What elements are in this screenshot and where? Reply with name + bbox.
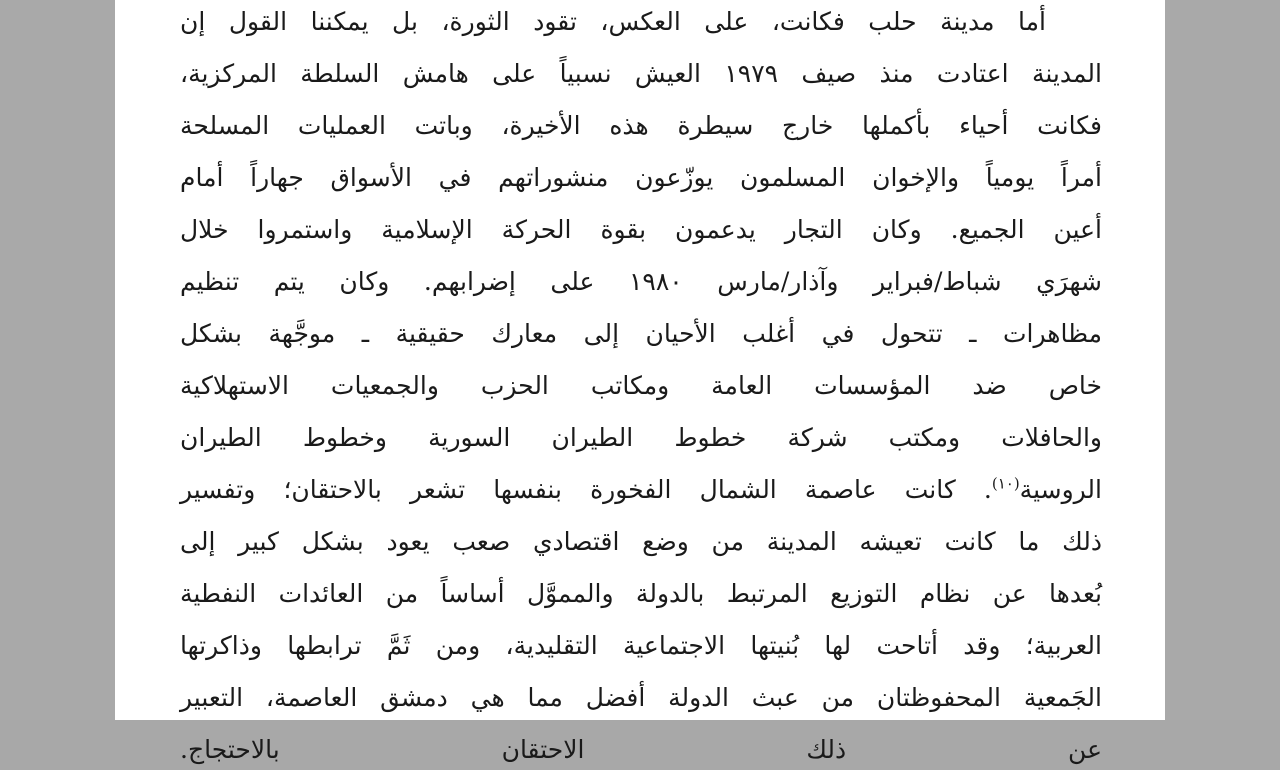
text-line: أعين الجميع. وكان التجار يدعمون بقوة الحركة الإسلامية واستمروا خلال — [180, 215, 1102, 244]
text-line: الجَمعية المحفوظتان من عبث الدولة أفضل مما هي دمشق العاصمة، التعبير — [180, 683, 1102, 712]
document-page[interactable] — [115, 0, 1165, 764]
text-line: أمراً يومياً والإخوان المسلمون يوزّعون منشوراتهم في الأسواق جهاراً أمام — [180, 163, 1102, 192]
text-line-partial: عن ذلك الاحتقان بالاحتجاج. — [180, 735, 1102, 764]
text-line: ذلك ما كانت تعيشه المدينة من وضع اقتصادي صعب يعود بشكل كبير إلى — [180, 527, 1102, 556]
text-line: أما مدينة حلب فكانت، على العكس، تقود الثورة، بل يمكننا القول إن — [180, 7, 1046, 36]
text-line-with-footnote — [180, 470, 1102, 522]
text-line: فكانت أحياء بأكملها خارج سيطرة هذه الأخيرة، وباتت العمليات المسلحة — [180, 111, 1102, 140]
text-line: بُعدها عن نظام التوزيع المرتبط بالدولة والمموَّل أساساً من العائدات النفطية — [180, 579, 1102, 608]
text-segment: الروسية — [1019, 475, 1102, 504]
text-segment: . كانت عاصمة الشمال الفخورة بنفسها تشعر بالاحتقان؛ وتفسير — [180, 475, 992, 504]
text-line: العربية؛ وقد أتاحت لها بُنيتها الاجتماعية التقليدية، ومن ثَمَّ ترابطها وذاكرتها — [180, 631, 1102, 660]
page-text — [180, 2, 1103, 764]
text-line: شهرَي شباط/فبراير وآذار/مارس ١٩٨٠ على إضرابهم. وكان يتم تنظيم — [180, 267, 1102, 296]
text-line: والحافلات ومكتب شركة خطوط الطيران السورية وخطوط الطيران — [180, 423, 1102, 452]
footnote-reference[interactable]: (١٠) — [991, 474, 1020, 493]
text-line: خاص ضد المؤسسات العامة ومكاتب الحزب والجمعيات الاستهلاكية — [180, 371, 1102, 400]
text-line: المدينة اعتادت منذ صيف ١٩٧٩ العيش نسبياً على هامش السلطة المركزية، — [180, 59, 1103, 88]
text-line: مظاهرات ـ تتحول في أغلب الأحيان إلى معارك حقيقية ـ موجَّهة بشكل — [180, 319, 1102, 348]
